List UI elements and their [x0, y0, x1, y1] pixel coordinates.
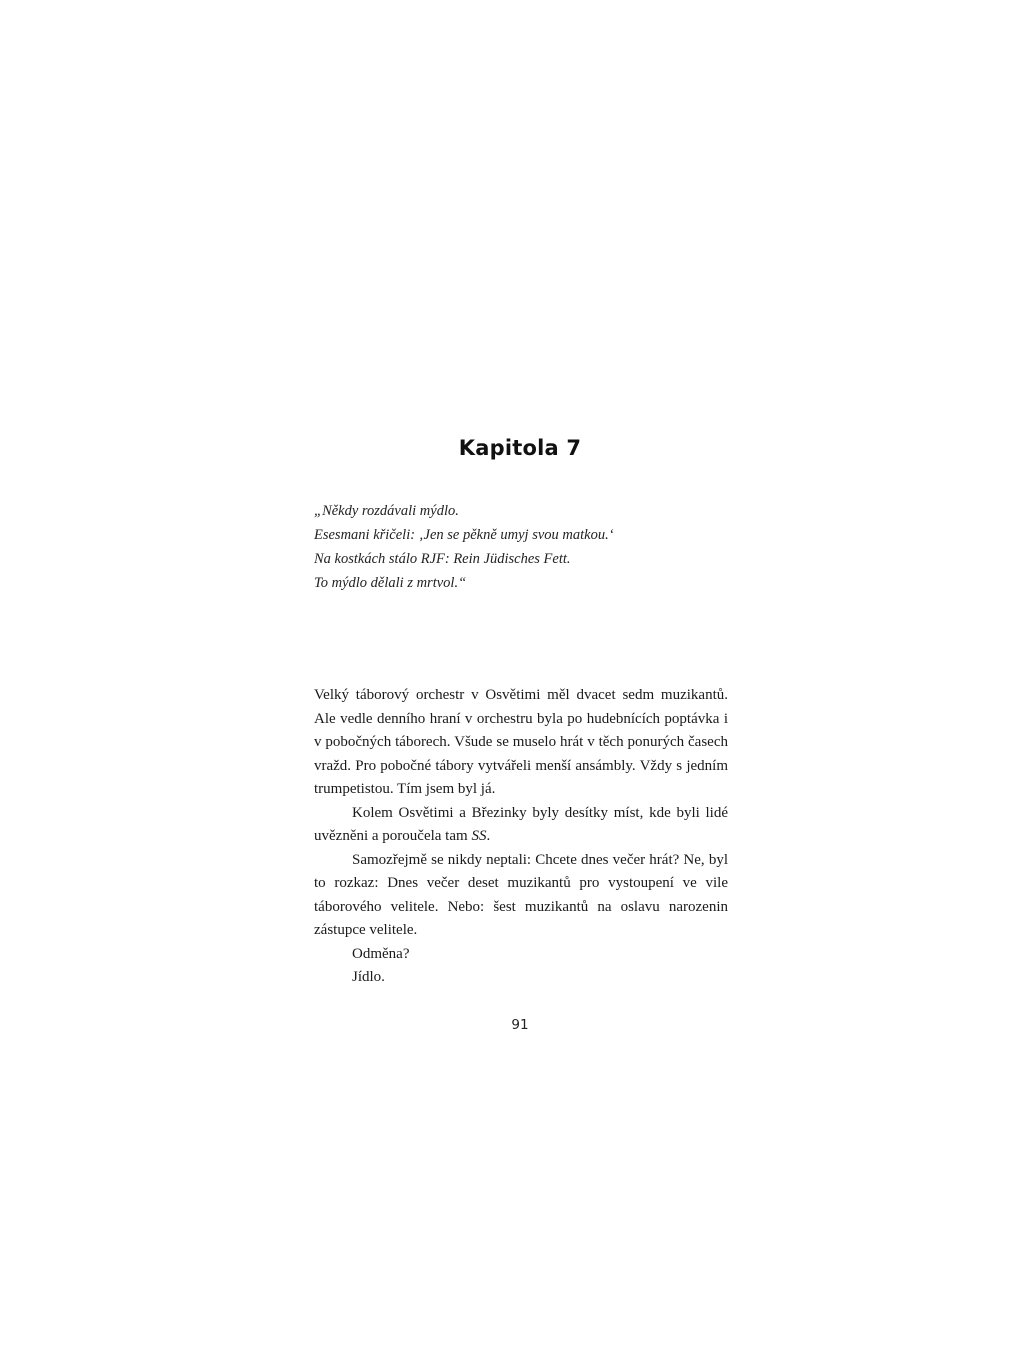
paragraph: Samozřejmě se nikdy neptali: Chcete dnes večer hrát? Ne, byl to rozkaz: Dnes večer deset muzikantů pro vystoupení ve vile táborového velitele. Nebo: šest muzikantů na oslavu narozenin zástupce velitele.	[314, 851, 728, 938]
paragraph-end: .	[486, 828, 491, 844]
epigraph-line: Na kostkách stálo RJF: Rein Jüdisches Fett.	[314, 551, 571, 567]
emphasis-text: SS	[471, 828, 487, 844]
paragraph-text: Kolem Osvětimi a Březinky byly desítky míst, kde byli lidé uvězněni a poroučela tam	[314, 804, 728, 844]
page-number: 91	[511, 1017, 529, 1033]
epigraph-line: „Někdy rozdávali mýdlo.	[314, 503, 459, 519]
paragraph: Velký táborový orchestr v Osvětimi měl dvacet sedm muzikantů. Ale vedle denního hraní v orchestru byla po hudebnících poptávka i v pobočných táborech. Všude se muselo hrát v těch ponurých časech vražd. Pro pobočné tábory vytvářeli menší ansámbly. Vždy s jedním trumpetistou. Tím jsem byl já.	[314, 687, 728, 797]
epigraph	[314, 499, 734, 595]
epigraph-line: Esesmani křičeli: ‚Jen se pěkně umyj svou matkou.‘	[314, 527, 614, 543]
paragraph: Odměna?	[352, 945, 410, 962]
epigraph-line: To mýdlo dělali z mrtvol.“	[314, 575, 467, 591]
paragraph: Jídlo.	[352, 969, 385, 985]
paragraph	[314, 802, 728, 849]
chapter-title: Kapitola 7	[458, 436, 582, 460]
body-text	[314, 684, 728, 990]
